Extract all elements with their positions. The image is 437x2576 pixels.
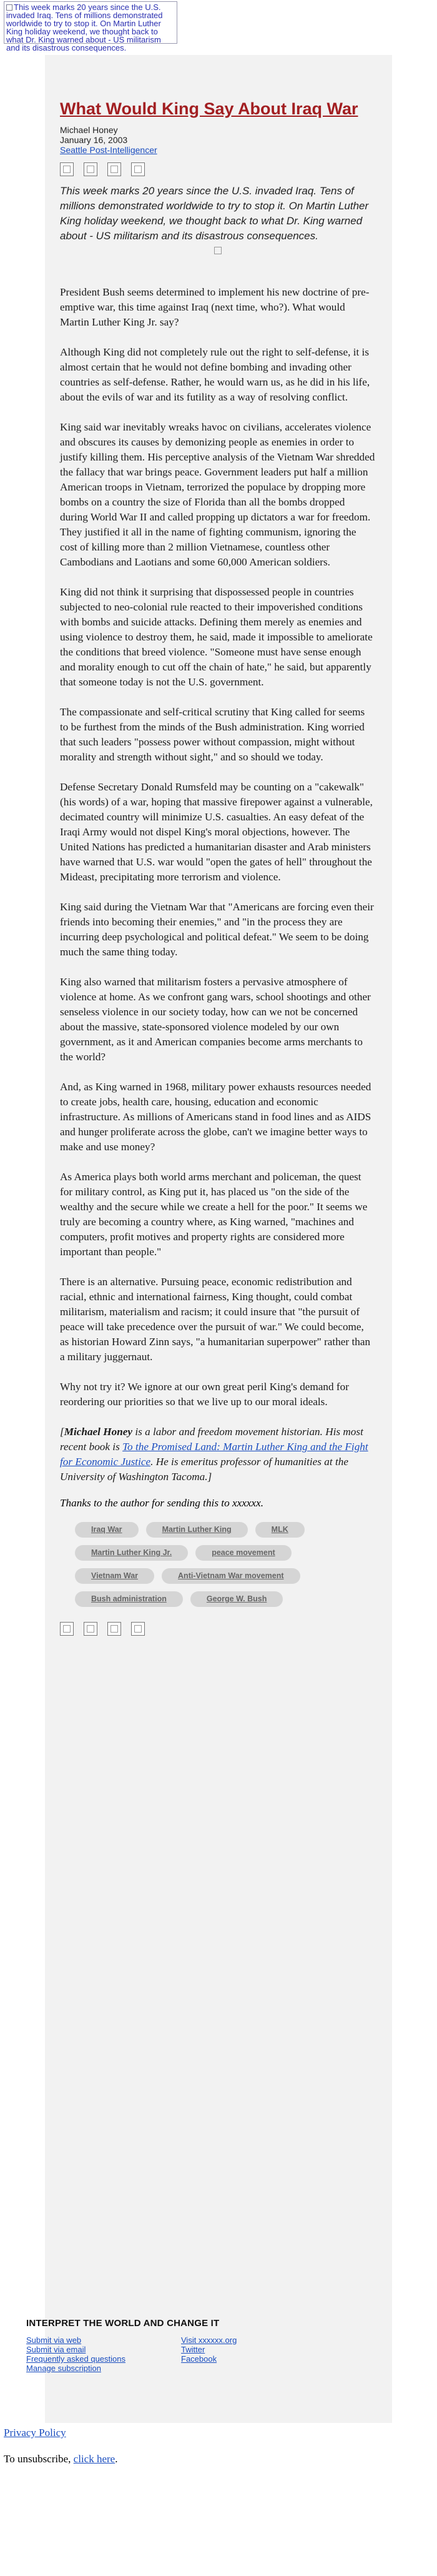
unsubscribe-prefix: To unsubscribe, (4, 2453, 74, 2465)
footer-link-submit-web[interactable]: Submit via web (26, 2335, 82, 2345)
preheader-alt-text: This week marks 20 years since the U.S. invaded Iraq. Tens of millions demonstrated worldwide to try to stop it. On Martin Luther King holiday weekend, we thought back to what Dr. King warned about - US militarism and its disastrous consequences. (6, 2, 163, 52)
tag-chip[interactable]: Martin Luther King Jr. (75, 1545, 188, 1561)
tag-chip[interactable]: Vietnam War (75, 1568, 154, 1584)
footer-links-left (26, 2335, 151, 2373)
tag-chip[interactable]: George W. Bush (190, 1591, 283, 1607)
footer-link-submit-email[interactable]: Submit via email (26, 2345, 86, 2354)
tag-chip[interactable]: Bush administration (75, 1591, 183, 1607)
body-paragraph: Although King did not completely rule out the right to self-defense, it is almost certain that he would not define bombing and invading other countries as self-defense. Rather, he would warn us, as he did in his life, about the evils of war and its futility as a way of resolving conflict. (60, 346, 370, 403)
footer (26, 2318, 392, 2405)
article-content (60, 99, 375, 1637)
body-paragraph: And, as King warned in 1968, military power exhausts resources needed to create jobs, health care, housing, education and economic infrastructure. As millions of Americans stand in food lines and as AIDS and hunger proliferate across the globe, can't we imagine better ways to make and use money? (60, 1081, 371, 1153)
footer-title: INTERPRET THE WORLD AND CHANGE IT (26, 2318, 220, 2329)
footer-inner (26, 2318, 341, 2373)
broken-image-icon (6, 4, 12, 11)
tag-list (75, 1522, 350, 1614)
body-paragraph: Defense Secretary Donald Rumsfeld may be counting on a "cakewalk" (his words) of a war, hoping that massive firepower against a vulnerable, decimated country will minimize U.S. casualties. An easy defeat of the Iraqi Army would not dispel King's moral objections, however. The United Nations has predicted a humanitarian disaster and Arab ministers have warned that U.S. war would "open the gates of hell" throughout the Mideast, precipitating more terrorism and violence. (60, 781, 373, 883)
unsubscribe-suffix: . (115, 2453, 118, 2465)
tag-chip[interactable]: peace movement (195, 1545, 291, 1561)
share-email-icon[interactable] (107, 162, 121, 176)
unsubscribe-link[interactable]: click here (73, 2453, 115, 2465)
body-paragraph: King said war inevitably wreaks havoc on civilians, accelerates violence and obscures its causes by demonizing people as enemies in order to justify killing them. His perceptive analysis of the Vietnam War shredded the fallacy that war brings peace. Government leaders put half a million American troops in Vietnam, terrorized the populace by dropping more bombs on a country the size of Florida than all the bombs dropped during World War II and called propping up dictators a war for freedom. They justified it all in the name of fighting communism, ignoring the cost of killing more than 2 million Vietnamese, countless other Cambodians and Laotians and some 60,000 American soldiers. (60, 421, 375, 568)
share-bar-bottom (60, 1622, 375, 1637)
bio-author-name: Michael Honey (64, 1426, 133, 1438)
preheader-image-alt[interactable] (4, 1, 177, 52)
bio-bracket: [ (60, 1426, 64, 1438)
body-paragraph: King did not think it surprising that dispossessed people in countries subjected to neo-colonial rule reacted to their impoverished conditions with bombs and suicide attacks. Defining them merely as enemies and using violence to destroy them, he said, made it impossible to ameliorate the conditions that breed violence. "Someone must have sense enough and morality enough to cut off the chain of hate," he said, but apparently that someone today is not the U.S. government. (60, 586, 373, 688)
share-link-icon[interactable] (131, 162, 145, 176)
article-source-link[interactable]: Seattle Post-Intelligencer (60, 145, 157, 155)
share-link-icon[interactable] (131, 1622, 145, 1636)
body-paragraph: The compassionate and self-critical scrutiny that King called for seems to be furthest from the minds of the Bush administration. King worried that such leaders "possess power without compassion, might without morality and strength without sight," and so should we today. (60, 706, 365, 763)
article-body (60, 285, 375, 1484)
share-email-icon[interactable] (107, 1622, 121, 1636)
footer-link-twitter[interactable]: Twitter (181, 2345, 205, 2354)
tag-chip[interactable]: Anti-Vietnam War movement (162, 1568, 300, 1584)
tag-chip[interactable]: Iraq War (75, 1522, 139, 1538)
tag-chip[interactable]: MLK (255, 1522, 305, 1538)
footer-link-manage-subscription[interactable]: Manage subscription (26, 2364, 101, 2373)
article-dek: This week marks 20 years since the U.S. invaded Iraq. Tens of millions demonstrated worldwide to try to stop it. On Martin Luther King holiday weekend, we thought back to what Dr. King warned about - US militarism and its disastrous consequences. (60, 185, 369, 242)
image-placeholder-icon (214, 247, 222, 254)
bio-book-link[interactable]: To the Promised Land: Martin Luther King and the Fight for Economic Justice (60, 1441, 368, 1468)
footer-links-right (181, 2335, 306, 2364)
lead-image-placeholder (60, 246, 375, 262)
tag-chip[interactable]: Martin Luther King (146, 1522, 248, 1538)
body-paragraph: King said during the Vietnam War that "Americans are forcing even their friends into becoming their enemies," and "in the process they are incurring deep psychological and political defeat." We seem to be doing much the same thing today. (60, 901, 374, 958)
share-facebook-icon[interactable] (60, 1622, 74, 1636)
bio-text-1: is a labor and freedom movement historian. His most recent book is (60, 1426, 363, 1453)
article-meta (60, 125, 375, 155)
footer-link-facebook[interactable]: Facebook (181, 2354, 217, 2364)
body-paragraph: President Bush seems determined to implement his new doctrine of pre-emptive war, this time against Iraq (next time, who?). What would Martin Luther King Jr. say? (60, 286, 370, 328)
article-title[interactable]: What Would King Say About Iraq War (60, 99, 358, 118)
body-paragraph: There is an alternative. Pursuing peace, economic redistribution and racial, ethnic and international fairness, King thought, could combat militarism, materialism and racism; it could insure that "the pursuit of peace will take precedence over the pursuit of war." We could become, as historian Howard Zinn says, "a humanitarian superpower" rather than a military juggernaut. (60, 1276, 371, 1363)
article-author: Michael Honey (60, 125, 118, 135)
body-paragraph: King also warned that militarism fosters a pervasive atmosphere of violence at home. As we confront gang wars, school shootings and other senseless violence in our society today, how can we not be concerned about the massive, state-sponsored violence modeled by our own government, as it and American companies become arms merchants to the world? (60, 976, 371, 1063)
thanks-note: Thanks to the author for sending this to xxxxxx. (60, 1497, 264, 1509)
share-twitter-icon[interactable] (84, 162, 97, 176)
body-paragraph: As America plays both world arms merchant and policeman, the quest for military control, as King put it, has placed us "on the side of the wealthy and the secure while we create a hell for the poor." It seems we truly are becoming a country where, as King warned, "machines and computers, profit motives and property rights are considered more important than people." (60, 1171, 368, 1258)
article-date: January 16, 2003 (60, 135, 128, 145)
bottom-legal (4, 2425, 428, 2467)
share-bar-top (60, 162, 375, 177)
unsubscribe-line (4, 2452, 428, 2467)
privacy-policy-link[interactable]: Privacy Policy (4, 2427, 66, 2439)
article-card (26, 55, 392, 2423)
bio-text-2: . He is emeritus professor of humanities at the University of Washington Tacoma.] (60, 1456, 348, 1483)
footer-link-faq[interactable]: Frequently asked questions (26, 2354, 125, 2364)
share-twitter-icon[interactable] (84, 1622, 97, 1636)
footer-link-visit-site[interactable]: Visit xxxxxx.org (181, 2335, 237, 2345)
share-facebook-icon[interactable] (60, 162, 74, 176)
author-bio (60, 1425, 375, 1484)
body-paragraph: Why not try it? We ignore at our own great peril King's demand for reordering our priorities so that we live up to our moral ideals. (60, 1381, 349, 1408)
